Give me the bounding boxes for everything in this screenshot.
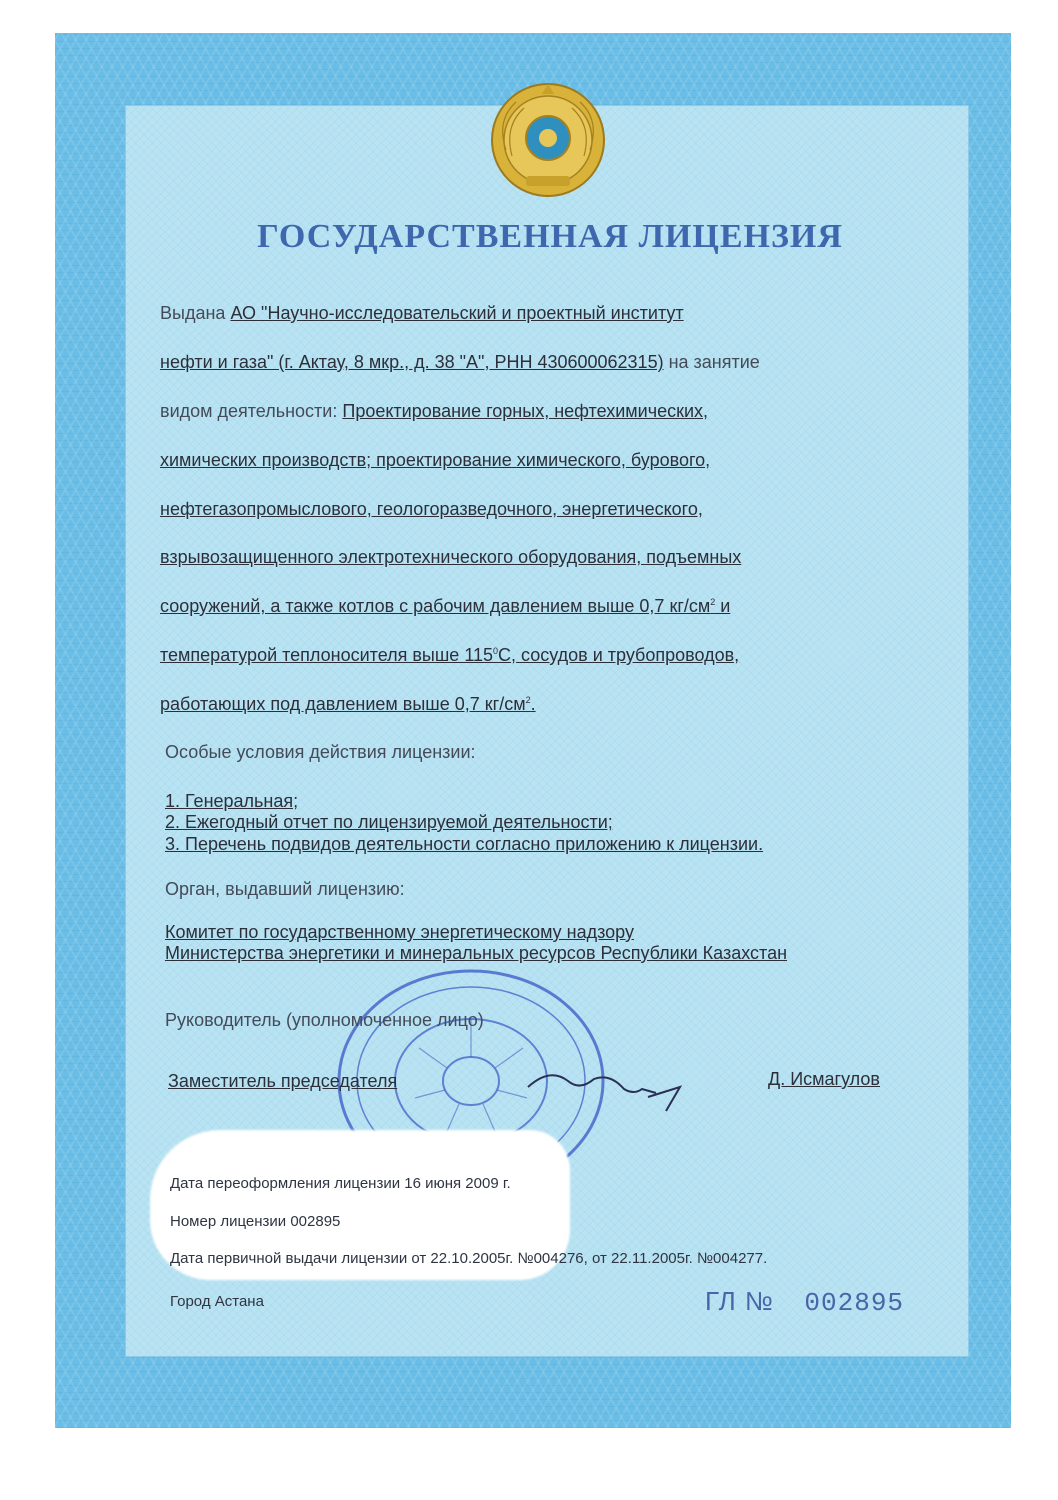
document-title: ГОСУДАРСТВЕННАЯ ЛИЦЕНЗИЯ xyxy=(257,218,843,255)
activity-line-6-text: температурой теплоносителя выше 115 xyxy=(160,645,494,665)
gl-number: 002895 xyxy=(804,1288,905,1318)
activity-line-7-superscript: 2 xyxy=(525,695,531,705)
activity-line-0 xyxy=(160,401,708,422)
activity-line-7 xyxy=(160,694,536,715)
city: Город Астана xyxy=(170,1293,264,1310)
activity-line-5-text: сооружений, а также котлов с рабочим давлением выше 0,7 кг/см xyxy=(160,596,711,616)
license-number-row xyxy=(170,1213,340,1230)
activity-line-4: взрывозащищенного электротехнического оборудования, подъемных xyxy=(160,547,742,567)
license-number: 002895 xyxy=(290,1213,341,1230)
head-label: Руководитель (уполномоченное лицо) xyxy=(165,1010,484,1030)
authority-line-1: Комитет по государственному энергетическому надзору xyxy=(165,922,634,942)
condition-item: 3. Перечень подвидов деятельности согласно приложению к лицензии. xyxy=(165,834,764,854)
issued-line-1 xyxy=(160,303,684,324)
activity-line-6 xyxy=(160,645,739,666)
condition-item: 2. Ежегодный отчет по лицензируемой деятельности; xyxy=(165,812,613,832)
activity-line-1: Проектирование горных, нефтехимических, xyxy=(342,401,709,421)
issued-suffix: на занятие xyxy=(668,352,760,372)
authority-label: Орган, выдавший лицензию: xyxy=(165,879,405,899)
authority-line-2: Министерства энергетики и минеральных ресурсов Республики Казахстан xyxy=(165,943,788,963)
activity-line-6-end: С, сосудов и трубопроводов, xyxy=(498,645,740,665)
issued-prefix: Выдана xyxy=(160,303,226,323)
activity-line-7-text: работающих под давлением выше 0,7 кг/см xyxy=(160,694,526,714)
activity-line-3: нефтегазопромыслового, геологоразведочного, энергетического, xyxy=(160,499,703,519)
reissue-date-row xyxy=(170,1175,511,1192)
reissue-date: 16 июня 2009 г. xyxy=(404,1175,511,1192)
reissue-date-label: Дата переоформления лицензии xyxy=(170,1175,401,1192)
license-number-label: Номер лицензии xyxy=(170,1213,287,1230)
activity-line-5-superscript: 2 xyxy=(710,597,716,607)
gl-number-block xyxy=(705,1286,904,1318)
issued-to-line-1: АО "Научно-исследовательский и проектный институт xyxy=(230,303,684,323)
activity-prefix: видом деятельности: xyxy=(160,401,338,421)
condition-item: 1. Генеральная; xyxy=(165,791,299,811)
activity-line-2: химических производств; проектирование химического, бурового, xyxy=(160,450,711,470)
gl-label: ГЛ № xyxy=(705,1286,774,1316)
issued-to-line-2: нефти и газа" (г. Актау, 8 мкр., д. 38 "А", РНН 430600062315) xyxy=(160,352,664,372)
position-title: Заместитель председателя xyxy=(168,1071,398,1091)
issued-line-2 xyxy=(160,352,760,373)
activity-line-6-superscript: 0 xyxy=(493,646,499,656)
conditions-label: Особые условия действия лицензии: xyxy=(165,742,476,762)
activity-line-5 xyxy=(160,596,730,617)
coat-of-arms-emblem xyxy=(486,80,610,202)
first-issue-info: Дата первичной выдачи лицензии от 22.10.2005г. №004276, от 22.11.2005г. №004277. xyxy=(170,1250,768,1267)
activity-line-7-end: . xyxy=(530,694,536,714)
signatory-name: Д. Исмагулов xyxy=(768,1069,880,1089)
activity-line-5-end: и xyxy=(715,596,731,616)
handwritten-signature xyxy=(520,1063,690,1115)
